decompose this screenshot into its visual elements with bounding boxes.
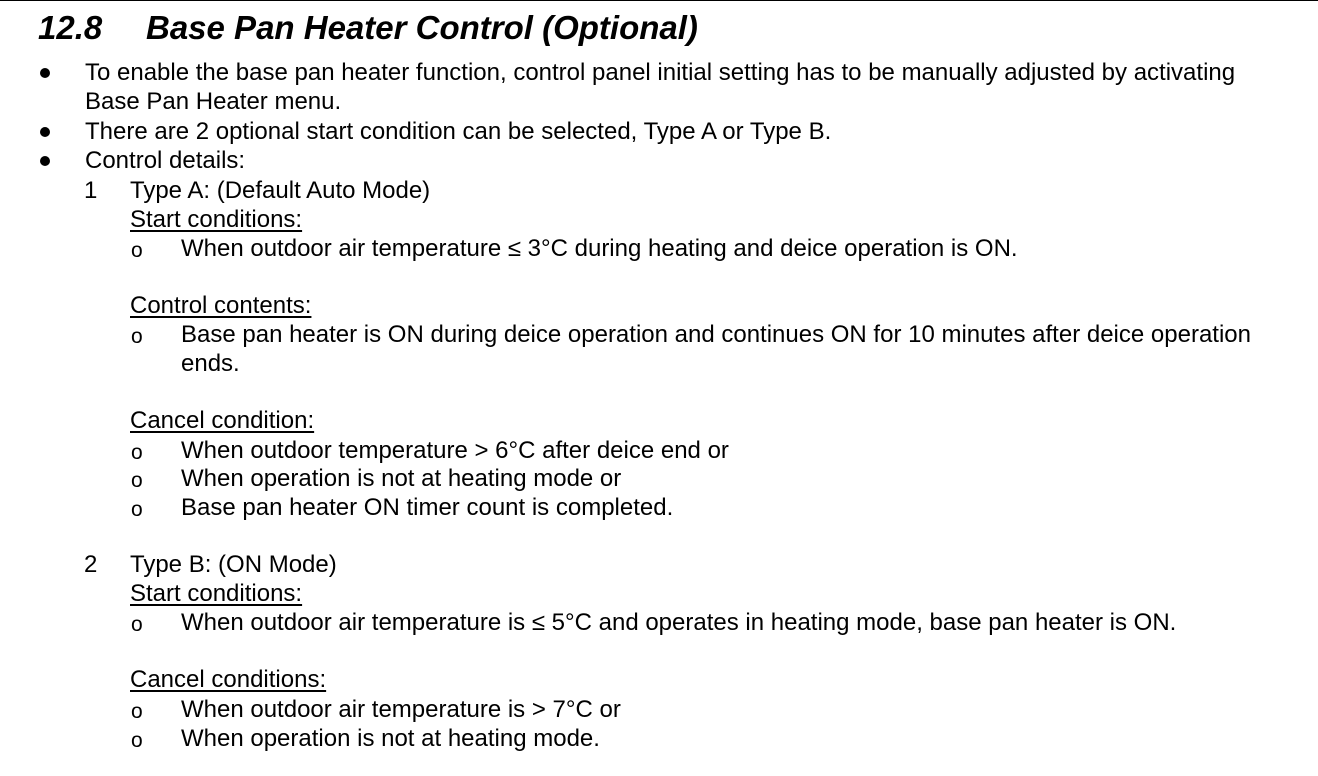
section-number: 12.8: [38, 9, 103, 46]
bullet-icon: [40, 68, 50, 78]
type-a-title: Type A: (Default Auto Mode): [130, 177, 431, 204]
bullet-icon: [40, 156, 50, 166]
type-a-start-heading: Start conditions:: [130, 206, 303, 233]
bullet-1-line-1: To enable the base pan heater function, control panel initial setting has to be manually adjusted by activating: [85, 59, 1236, 86]
type-a-cancel-item: When operation is not at heating mode or: [181, 465, 622, 492]
bullet-2-text: There are 2 optional start condition can be selected, Type A or Type B.: [85, 118, 832, 145]
sub-bullet-icon: o: [131, 613, 143, 636]
type-a-number: 1: [84, 177, 98, 204]
sub-bullet-icon: o: [131, 325, 143, 348]
sub-bullet-icon: o: [131, 729, 143, 752]
section-title: Base Pan Heater Control (Optional): [146, 9, 698, 46]
section-heading: [38, 6, 698, 50]
type-a-cancel-heading: Cancel condition:: [130, 407, 315, 434]
sub-bullet-icon: o: [131, 498, 143, 521]
type-b-number: 2: [84, 551, 98, 578]
type-a-control-item-line-1: Base pan heater is ON during deice operation and continues ON for 10 minutes after deice operation: [181, 321, 1251, 348]
type-b-title: Type B: (ON Mode): [130, 551, 337, 578]
type-b-start-heading: Start conditions:: [130, 580, 303, 607]
sub-bullet-icon: o: [131, 239, 143, 262]
top-border-line: [0, 0, 1318, 1]
sub-bullet-icon: o: [131, 469, 143, 492]
type-b-start-item: When outdoor air temperature is ≤ 5°C and operates in heating mode, base pan heater is ON.: [181, 609, 1177, 636]
type-a-cancel-item: Base pan heater ON timer count is completed.: [181, 494, 674, 521]
bullet-3-text: Control details:: [85, 147, 246, 174]
bullet-1-line-2: Base Pan Heater menu.: [85, 88, 342, 115]
type-a-control-heading: Control contents:: [130, 292, 312, 319]
bullet-icon: [40, 127, 50, 137]
type-b-cancel-heading: Cancel conditions:: [130, 666, 327, 693]
type-a-start-item: When outdoor air temperature ≤ 3°C during heating and deice operation is ON.: [181, 235, 1018, 262]
sub-bullet-icon: o: [131, 441, 143, 464]
type-b-cancel-item: When outdoor air temperature is > 7°C or: [181, 696, 621, 723]
type-a-cancel-item: When outdoor temperature > 6°C after deice end or: [181, 437, 729, 464]
type-a-control-item-line-2: ends.: [181, 350, 240, 377]
type-b-cancel-item: When operation is not at heating mode.: [181, 725, 600, 752]
sub-bullet-icon: o: [131, 700, 143, 723]
